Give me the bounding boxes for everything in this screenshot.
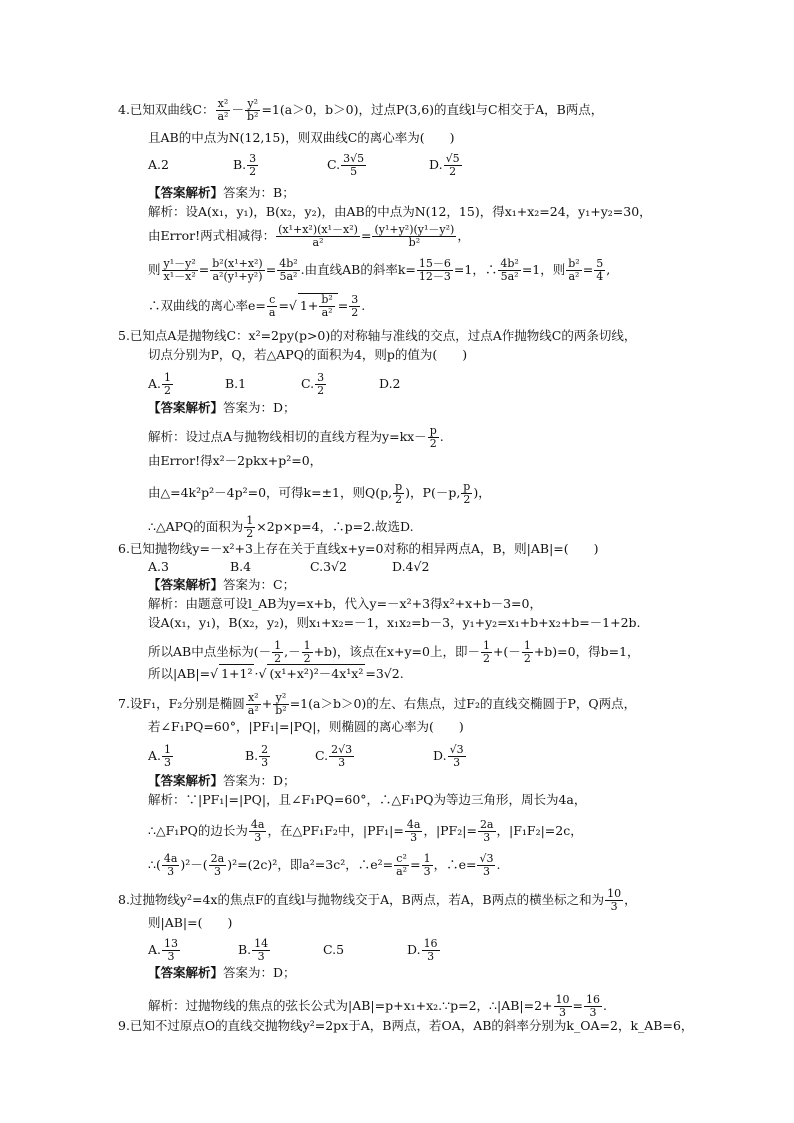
- q6-sol4-sqrt1-text: 1+1²: [221, 666, 253, 681]
- q7-option-b-frac: [259, 744, 270, 769]
- q7-option-c-num: 2√3: [331, 743, 353, 756]
- q7-stem-prefix: 7.设F₁，F₂分别是椭圆: [118, 696, 245, 711]
- q4-sol2-frac2: [372, 224, 456, 249]
- q4-sol4-end: .: [361, 298, 366, 313]
- q7-option-a-den: 3: [164, 756, 172, 769]
- q4-sol4-frac3: [349, 294, 360, 319]
- q6-option-c: C.3√2: [310, 559, 347, 574]
- q8-stem-line2: 则|AB|=( ): [148, 915, 233, 930]
- q4-sol3-frac6-num: b²: [568, 257, 580, 270]
- q4-option-d-den: 2: [449, 165, 457, 178]
- q6-sol3-den4: 2: [523, 652, 531, 665]
- q6-answer-label: 【答案解析】: [148, 577, 224, 592]
- q5-sol3-den1: 2: [395, 493, 403, 506]
- q5-option-a-den: 2: [164, 384, 172, 397]
- q4-sol4-prefix: ∴双曲线的离心率e=: [148, 298, 266, 313]
- q5-sol1-den: 2: [429, 437, 437, 450]
- q6-stem: 6.已知抛物线y=－x²+3上存在关于直线x+y=0对称的相异两点A，B，则|AB|=( ): [118, 541, 599, 556]
- q8-sol-frac2: [584, 994, 602, 1019]
- q5-option-a-label: A.: [148, 376, 162, 391]
- q5-sol3-num1: p: [395, 480, 403, 493]
- q8-stem-num: 10: [607, 887, 622, 900]
- q4-answer-label: 【答案解析】: [148, 185, 224, 200]
- q6-option-d: D.4√2: [392, 559, 430, 574]
- q5-sol3-num2: p: [463, 480, 471, 493]
- q6-sol4-prefix: 所以|AB|=: [148, 666, 211, 681]
- q5-sol3-prefix: 由△=4k²p²－4p²=0，可得k=±1，则Q(p,: [148, 485, 393, 500]
- q7-option-a-frac: [162, 744, 173, 769]
- q5-solution-line2: 由Error!得x²－2pkx+p²=0，: [148, 453, 323, 468]
- q4-sol4-frac1-den: a: [268, 306, 276, 319]
- q5-option-d: D.2: [379, 376, 401, 391]
- q4-option-a: A.2: [148, 157, 169, 172]
- q7-eq-x-den: a²: [247, 704, 259, 717]
- q7-stem-suffix: =1(a＞b＞0)的左、右焦点，过F₂的直线交椭圆于P，Q两点，: [289, 696, 637, 711]
- q8-option-a-frac: [162, 938, 180, 963]
- q7-stem-line1: [118, 692, 636, 717]
- q4-sol3-frac5-num: 4b²: [500, 257, 519, 270]
- q7-sol3-den5: 3: [482, 865, 490, 878]
- q7-sol2-prefix: ∴△F₁PQ的边长为: [148, 823, 248, 838]
- q5-solution-line4: [148, 515, 414, 540]
- q5-answer: [148, 399, 296, 417]
- q4-option-d: [429, 153, 463, 178]
- q7-option-b-label: B.: [245, 748, 259, 763]
- q4-sol3-prefix: 则: [148, 262, 161, 277]
- q7-sol3-frac4: [422, 853, 433, 878]
- q6-sol3-mid3: +(－: [492, 644, 521, 659]
- q5-option-c-label: C.: [301, 376, 315, 391]
- q4-sol3-frac4-num: 15－6: [418, 257, 451, 270]
- q7-sol2-num2: 4a: [406, 818, 421, 831]
- q4-solution-line1: 解析：设A(x₁，y₁)，B(x₂，y₂)，由AB的中点为N(12，15)，得x₁+x₂=24，y₁+y₂=30，: [148, 204, 652, 219]
- q8-sol-end: .: [603, 998, 607, 1013]
- q5-option-a-num: 1: [164, 371, 172, 384]
- q7-option-a-num: 1: [164, 743, 172, 756]
- q5-answer-label: 【答案解析】: [148, 400, 224, 415]
- q4-sol3-frac3-den: 5a²: [279, 270, 298, 283]
- q6-sol3-frac3: [481, 640, 492, 665]
- q5-sol3-mid: )，P(－p,: [405, 485, 461, 500]
- q4-sol4-frac3-num: 3: [351, 293, 359, 306]
- q7-sol2-num3: 2a: [479, 818, 494, 831]
- q4-solution-line4: ∴双曲线的离心率e= $\frac{c}{a}$ =√ 1+ $\frac{\text{b²}}{\text{a²}}$ = $\frac{3}{2}$ .: [148, 293, 365, 319]
- q6-sol3-den3: 2: [482, 652, 490, 665]
- q4-sol3-frac5-den: 5a²: [500, 270, 519, 283]
- q7-option-a-label: A.: [148, 748, 162, 763]
- q6-sol3-den2: 2: [303, 652, 311, 665]
- q7-option-c-frac: [329, 744, 354, 769]
- q9-stem: 9.已知不过原点O的直线交抛物线y²=2px于A，B两点，若OA，AB的斜率分别为k_OA=2，k_AB=6，: [118, 1018, 694, 1033]
- q8-option-b-label: B.: [238, 942, 252, 957]
- q6-sol3-frac4: [522, 640, 533, 665]
- q4-sol4-frac1-num: c: [267, 294, 278, 307]
- q7-sol3-den1: 3: [167, 865, 175, 878]
- q7-sol2-mid: ，在△PF₁F₂中，|PF₁|=: [267, 823, 404, 838]
- q8-sol-num1: 10: [555, 993, 570, 1006]
- q5-option-a: [148, 372, 225, 397]
- q5-sol3-frac2: [461, 481, 472, 506]
- q7-option-d: [433, 744, 467, 769]
- q8-sol-prefix: 解析：过抛物线的焦点的弦长公式为|AB|=p+x₁+x₂.∵p=2，∴|AB|=2+: [148, 998, 553, 1013]
- q4-sol3-frac2-den: a²(y¹+y²): [212, 270, 263, 283]
- q7-sol2-den2: 3: [410, 831, 418, 844]
- q4-option-d-num: √5: [445, 152, 460, 165]
- q4-sol4-sqrt-text: 1+: [299, 298, 319, 313]
- q7-sol3-den3: a²: [396, 865, 408, 878]
- q5-sol1-end: .: [439, 429, 444, 444]
- q6-sol3-frac2: [302, 640, 313, 665]
- q7-options: [148, 744, 467, 769]
- q8-sol-eq: =: [572, 998, 584, 1013]
- q4-sol2-prefix: 由Error!两式相减得：: [148, 228, 276, 243]
- q7-option-b-num: 2: [261, 743, 269, 756]
- q4-sol3-mid2: =1，∴: [453, 262, 498, 277]
- q8-option-b: [238, 938, 323, 963]
- q6-sol3-prefix: 所以AB中点坐标为(－: [148, 644, 272, 659]
- q4-sol2-frac1-den: a²: [312, 236, 324, 249]
- q7-solution-line2: [148, 819, 583, 844]
- q8-option-d: [407, 938, 441, 963]
- q6-answer: [148, 576, 295, 594]
- q7-sol3-num3: c²: [394, 853, 409, 866]
- q5-sol1-prefix: 解析：设过点A与抛物线相切的直线方程为y=kx－: [148, 429, 427, 444]
- q6-sol4-sqrt1: [210, 666, 254, 681]
- q4-sol3-frac3-num: 4b²: [279, 257, 298, 270]
- q6-option-a: A.3: [148, 559, 169, 574]
- q4-sol3-frac4: [417, 258, 453, 283]
- q4-answer-text: 答案为：B；: [223, 185, 295, 200]
- q8-option-b-num: 14: [254, 937, 269, 950]
- q7-option-c-den: 3: [338, 756, 346, 769]
- q8-answer-label: 【答案解析】: [148, 965, 224, 980]
- q4-option-b-den: 2: [249, 165, 257, 178]
- q5-sol4-end: ×2p×p=4，∴p=2.故选D.: [256, 519, 414, 534]
- q7-eq-plus: +: [261, 696, 273, 711]
- q7-sol3-num5: √3: [479, 852, 494, 865]
- q7-sol2-num1: 4a: [250, 818, 265, 831]
- q7-sol2-end: ，|F₁F₂|=2c，: [496, 823, 583, 838]
- q4-option-c-den: 5: [350, 165, 358, 178]
- q7-sol3-den4: 3: [423, 865, 431, 878]
- q4-sol2-frac2-den: b²: [408, 236, 421, 249]
- q7-option-c: [315, 744, 433, 769]
- q8-option-b-den: 3: [257, 950, 265, 963]
- q4-sol3-frac7-den: 4: [596, 270, 604, 283]
- q5-sol4-prefix: ∴△APQ的面积为: [148, 519, 244, 534]
- q6-sol3-num2: 1: [303, 639, 311, 652]
- q4-sol2-frac1-num: (x¹+x²)(x¹－x²): [278, 223, 358, 236]
- q5-sol1-frac: [428, 425, 439, 450]
- q8-option-a-den: 3: [167, 950, 175, 963]
- q6-option-b: B.4: [230, 559, 252, 574]
- q8-option-d-frac: [422, 938, 440, 963]
- q6-sol3-num1: 1: [274, 639, 282, 652]
- q5-sol4-den: 2: [246, 527, 254, 540]
- q5-sol3-frac1: [393, 481, 404, 506]
- q6-sol3-end: +b)=0，得b=1，: [533, 644, 640, 659]
- q4-sol3-frac1: [162, 258, 198, 283]
- q8-answer: [148, 964, 296, 982]
- q7-option-d-num: √3: [449, 743, 464, 756]
- q7-sol3-frac3: [394, 853, 409, 878]
- q8-stem-prefix: 8.过抛物线y²=4x的焦点F的直线l与抛物线交于A，B两点，若A，B两点的横坐标之和为: [118, 892, 605, 907]
- q4-option-c: [327, 153, 429, 178]
- q7-option-b-den: 3: [261, 756, 269, 769]
- q4-sol4-frac1: [267, 294, 278, 319]
- q4-eq-minus: －: [231, 102, 244, 117]
- q8-sol-num2: 16: [586, 993, 601, 1006]
- q6-solution-line4: [148, 664, 404, 683]
- q5-solution-line1: [148, 425, 444, 450]
- q7-option-d-frac: [448, 744, 466, 769]
- q4-sol2-suffix: ，: [457, 228, 470, 243]
- q5-sol1-num: p: [429, 424, 437, 437]
- q7-answer: [148, 772, 296, 790]
- q4-option-b-num: 3: [249, 152, 257, 165]
- q7-eq-y-frac: [273, 692, 288, 717]
- q8-stem-end: ，: [624, 892, 637, 907]
- q7-eq-x-num: x²: [246, 692, 261, 705]
- q5-option-a-frac: [162, 372, 173, 397]
- q4-eq-x-num: x²: [216, 98, 231, 111]
- q7-sol2-mid2: ，|PF₂|=: [423, 823, 477, 838]
- q6-solution-line3: [148, 640, 640, 665]
- q5-answer-text: 答案为：D；: [223, 400, 296, 415]
- q8-option-d-num: 16: [423, 937, 438, 950]
- q7-sol2-den3: 3: [483, 831, 491, 844]
- q4-sol3-frac6-den: a²: [568, 270, 580, 283]
- q4-stem-prefix: 4.已知双曲线C：: [118, 102, 215, 117]
- q4-option-c-frac: [341, 153, 366, 178]
- q4-stem-line1: [118, 98, 603, 123]
- q7-sol2-frac3: [478, 819, 496, 844]
- q5-option-c-frac: [315, 372, 326, 397]
- q8-option-a: [148, 938, 238, 963]
- q4-eq-y-num: y²: [245, 98, 260, 111]
- q6-sol3-mid2: +b)，该点在x+y=0上，即－: [313, 644, 480, 659]
- q7-sol3-den2: 3: [213, 865, 221, 878]
- q5-sol4-num: 1: [246, 514, 254, 527]
- q4-sol3-frac5: [498, 258, 520, 283]
- q4-sol2-frac1: [276, 224, 360, 249]
- q7-option-c-label: C.: [315, 748, 329, 763]
- q4-sol3-frac7-num: 5: [596, 257, 604, 270]
- q7-sol3-frac2: [209, 853, 227, 878]
- q4-sol4-sqrt: [289, 293, 338, 319]
- q7-sol3-frac5: [477, 853, 495, 878]
- q6-solution-line1: 解析：由题意可设l_AB为y=x+b，代入y=－x²+3得x²+x+b－3=0，: [148, 596, 542, 611]
- q5-option-b: B.1: [225, 376, 247, 391]
- q5-options: [148, 372, 401, 397]
- q4-sol3-mid: .由直线AB的斜率k=: [300, 262, 416, 277]
- q4-sol3-end: ,: [606, 262, 611, 277]
- q7-option-d-den: 3: [453, 756, 461, 769]
- q7-answer-label: 【答案解析】: [148, 773, 224, 788]
- q6-sol3-frac1: [272, 640, 283, 665]
- q4-options: [148, 153, 463, 178]
- q7-sol3-frac1: [162, 853, 180, 878]
- q7-sol3-end: .: [496, 857, 501, 872]
- q4-sol4-frac3-den: 2: [351, 306, 359, 319]
- q5-stem-line2: 切点分别为P，Q，若△APQ的面积为4，则p的值为( ): [148, 347, 468, 362]
- q4-eq-x-den: a²: [217, 110, 229, 123]
- q7-sol2-den1: 3: [254, 831, 262, 844]
- q8-option-c: C.5: [323, 942, 345, 957]
- q6-sol4-sqrt2: [258, 666, 365, 681]
- q4-sol3-frac7: [594, 258, 605, 283]
- q4-sol3-frac3: [277, 258, 299, 283]
- q5-sol4-frac: [244, 515, 255, 540]
- q6-sol4-end: =3√2.: [365, 666, 404, 681]
- q6-options: [148, 558, 429, 576]
- q7-answer-text: 答案为：D；: [223, 773, 296, 788]
- q8-stem-den: 3: [610, 900, 618, 913]
- q7-sol3-num2: 2a: [210, 852, 225, 865]
- q4-solution-line3: 则 $\frac{\text{y¹－y²}}{\text{x¹－x²}}$ = $\frac{\text{b²(x¹+x²)}}{\text{a²(y¹+y²)}}$ = $\frac{\text{4b²}}{\text{5a²}}$ .由直线AB的斜率k= $\frac{15-6}{12-3}$ =1，∴ $\frac{\text{4b²}}{\text{5a²}}$ =1，则 $\frac{\text{b²}}{\text{a²}}$ = $\frac{5}{4}$ ,: [148, 257, 611, 283]
- q4-option-d-frac: [444, 153, 462, 178]
- q6-sol3-mid: ,－: [284, 644, 301, 659]
- q8-sol-den1: 3: [559, 1006, 567, 1019]
- q4-option-c-num: 3√5: [343, 152, 365, 165]
- q4-sol4-frac2-num: b²: [321, 293, 333, 306]
- q6-sol4-sqrt2-text: (x¹+x²)²－4x¹x²: [269, 666, 364, 681]
- q7-sol3-mid2: )²=(2c)²，即a²=3c²，∴e²=: [227, 857, 394, 872]
- q4-option-b-label: B.: [233, 157, 247, 172]
- q4-option-b-frac: [247, 153, 258, 178]
- q8-option-b-frac: [252, 938, 270, 963]
- q5-sol3-den2: 2: [463, 493, 471, 506]
- q4-sol3-frac2: [210, 258, 264, 283]
- q7-sol3-num1: 4a: [163, 852, 178, 865]
- q4-option-b: [233, 153, 327, 178]
- q4-sol3-frac1-den: x¹－x²: [163, 270, 196, 283]
- q8-solution: [148, 994, 607, 1019]
- q6-sol3-num4: 1: [523, 639, 531, 652]
- q6-solution-line2: 设A(x₁，y₁)，B(x₂，y₂)，则x₁+x₂=－1，x₁x₂=b－3，y₁+y₂=x₁+b+x₂+b=－1+2b.: [148, 615, 641, 630]
- q7-option-a: [148, 744, 245, 769]
- q6-sol3-den1: 2: [274, 652, 282, 665]
- q5-option-c: [301, 372, 379, 397]
- q7-sol3-eq: =: [410, 857, 421, 872]
- q4-sol3-frac6: [566, 258, 581, 283]
- q8-sol-frac1: [554, 994, 572, 1019]
- q5-sol3-end: )，: [473, 485, 491, 500]
- q7-sol3-prefix: ∴(: [148, 857, 161, 872]
- q4-sol3-frac2-num: b²(x¹+x²): [212, 257, 263, 270]
- q8-option-a-label: A.: [148, 942, 162, 957]
- q5-option-c-den: 2: [317, 384, 325, 397]
- q8-answer-text: 答案为：D；: [223, 965, 296, 980]
- q4-stem-suffix: =1(a＞0，b＞0)，过点P(3,6)的直线l与C相交于A，B两点，: [261, 102, 604, 117]
- q8-options: [148, 938, 441, 963]
- q4-sol2-eq: =: [360, 228, 372, 243]
- q7-eq-x-frac: [246, 692, 261, 717]
- q6-answer-text: 答案为：C；: [223, 577, 296, 592]
- q6-sol3-num3: 1: [482, 639, 490, 652]
- q8-option-a-num: 13: [164, 937, 179, 950]
- q4-sol4-frac2: [319, 294, 334, 319]
- q4-stem-line2: 且AB的中点为N(12,15)，则双曲线C的离心率为( ): [148, 130, 455, 145]
- q7-sol3-num4: 1: [423, 852, 431, 865]
- q4-sol3-frac1-num: y¹－y²: [163, 257, 196, 270]
- q4-eq-x-frac: [216, 98, 231, 123]
- q7-option-b: [245, 744, 315, 769]
- q4-option-d-label: D.: [429, 157, 443, 172]
- q4-sol3-mid3: =1，则: [521, 262, 566, 277]
- q4-option-c-label: C.: [327, 157, 341, 172]
- q8-option-d-label: D.: [407, 942, 421, 957]
- q4-eq-y-frac: [245, 98, 260, 123]
- q7-eq-y-den: b²: [275, 704, 287, 717]
- q8-sol-den2: 3: [589, 1006, 597, 1019]
- q7-sol2-frac1: [249, 819, 267, 844]
- q4-sol2-frac2-num: (y¹+y²)(y¹－y²): [374, 223, 455, 236]
- q8-stem-frac: [605, 888, 623, 913]
- q4-solution-line2: [148, 224, 470, 249]
- q7-solution-line1: 解析：∵|PF₁|=|PQ|，且∠F₁PQ=60°，∴△F₁PQ为等边三角形，周长为4a，: [148, 792, 587, 807]
- q4-eq-y-den: b²: [246, 110, 259, 123]
- q7-sol3-mid: )²－(: [180, 857, 208, 872]
- q7-sol3-mid3: ，∴e=: [433, 857, 477, 872]
- q7-eq-y-num: y²: [273, 692, 288, 705]
- q8-option-d-den: 3: [427, 950, 435, 963]
- q5-option-c-num: 3: [317, 371, 325, 384]
- q4-sol4-frac2-den: a²: [321, 306, 333, 319]
- q8-stem-line1: [118, 888, 637, 913]
- q7-stem-line2: 若∠F₁PQ=60°，|PF₁|=|PQ|，则椭圆的离心率为( ): [148, 719, 464, 734]
- q5-solution-line3: [148, 481, 491, 506]
- q4-answer: [148, 184, 295, 202]
- q5-stem-line1: 5.已知点A是抛物线C：x²=2py(p>0)的对称轴与准线的交点，过点A作抛物线C的两条切线，: [118, 328, 637, 343]
- q7-option-d-label: D.: [433, 748, 447, 763]
- q7-sol2-frac2: [405, 819, 423, 844]
- q4-sol3-frac4-den: 12－3: [418, 270, 451, 283]
- q7-solution-line3: [148, 853, 500, 878]
- q6-sol4-dot: ·: [254, 666, 259, 681]
